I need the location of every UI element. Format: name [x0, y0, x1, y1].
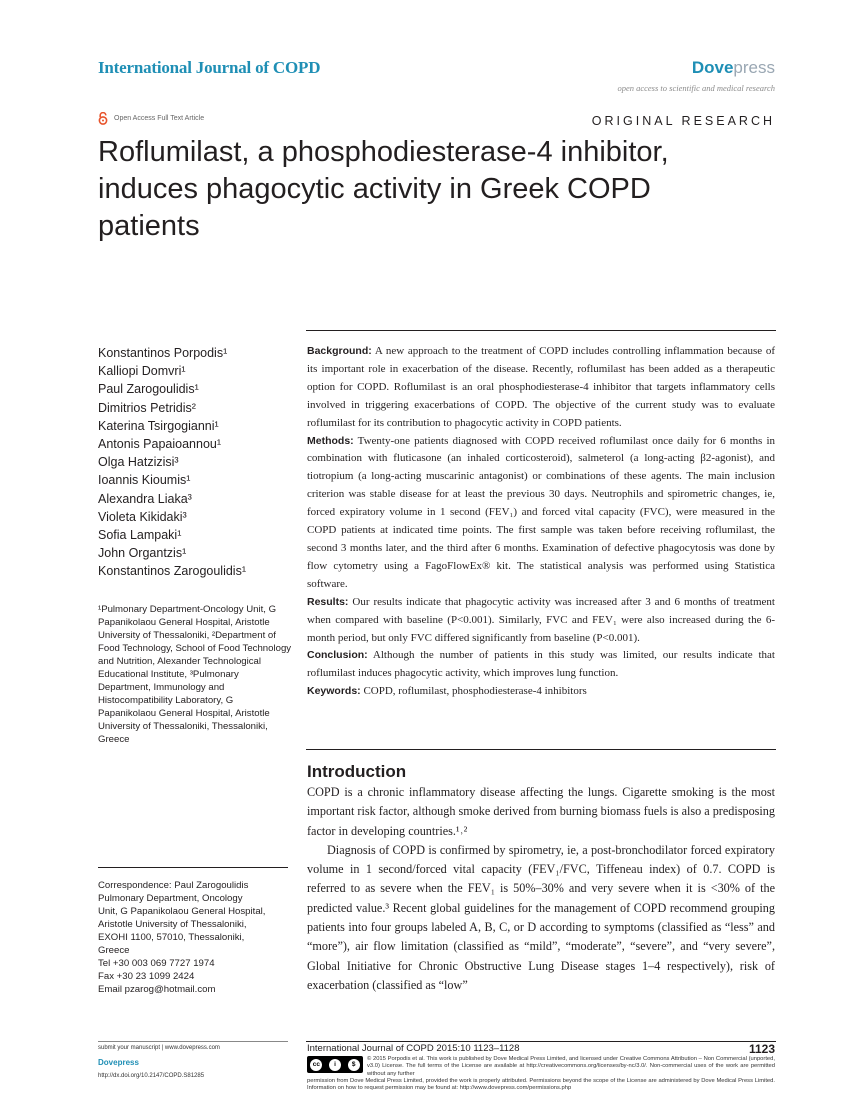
- footer-divider-left: [98, 1041, 288, 1042]
- journal-title: International Journal of COPD: [98, 58, 321, 77]
- abstract-results: [307, 594, 775, 648]
- license-text: © 2015 Porpodis et al. This work is published by Dove Medical Press Limited, and licensed under Creative Commons Attribution – Non Commercial (unported, v3.0) License. The full terms of the License are available at http://creativecommons.org/licenses/by-nc/3.0/. Non-commercial uses of the work are permitted without any further: [367, 1056, 775, 1077]
- license-text-continued: permission from Dove Medical Press Limited, provided the work is properly attributed. Permissions beyond the scope of the License are administered by Dove Medical Press Limited. Information on how to request permission may be found at: http://www.dovepress.com/permissions.php: [307, 1078, 775, 1092]
- brand-part2: press: [733, 58, 775, 77]
- correspondence-email[interactable]: Email pzarog@hotmail.com: [98, 984, 216, 995]
- intro-paragraph: COPD is a chronic inflammatory disease affecting the lungs. Cigarette smoking is the most important risk factor, although smoke derived from burning biomass fuels is also a predisposing factor in developing countries.¹˒²: [307, 785, 775, 838]
- publisher-logo[interactable]: [692, 58, 775, 78]
- nc-icon: $: [348, 1059, 360, 1071]
- correspondence-divider: [98, 867, 288, 868]
- submit-manuscript-link[interactable]: submit your manuscript | www.dovepress.com: [98, 1045, 220, 1051]
- doi-link[interactable]: http://dx.doi.org/10.2147/COPD.S81285: [98, 1073, 205, 1079]
- by-icon: i: [329, 1059, 341, 1071]
- correspondence-line: Aristotle University of Thessaloniki,: [98, 919, 247, 930]
- background-text: A new approach to the treatment of COPD includes controlling inflammation because of its important role in exacerbation of the disease. Recently, roflumilast has been added as a therapeutic option for COPD. Roflumilast is an oral phosphodiesterase-4 inhibitor that targets inflammatory cells involved in triggering exacerbations of COPD. The objective of the current study was to evaluate roflumilast for its contribution to phagocytic activity in COPD patients.: [307, 345, 775, 429]
- abstract-methods: [307, 433, 775, 594]
- abstract-background: [307, 343, 775, 433]
- conclusion-text: Although the number of patients in this study was limited, our results indicate that roflumilast induces phagocytic activity, which improves lung function.: [307, 649, 775, 680]
- results-label: Results:: [307, 595, 349, 608]
- keywords-label: Keywords:: [307, 685, 361, 698]
- open-access-lock-icon: [98, 112, 108, 125]
- page-number: 1123: [748, 1042, 775, 1056]
- abstract: [307, 343, 775, 701]
- correspondence-line: EXOHI 1100, 57010, Thessaloniki,: [98, 932, 245, 943]
- article-type: ORIGINAL RESEARCH: [591, 114, 775, 128]
- publisher-tagline: open access to scientific and medical research: [617, 83, 775, 93]
- background-label: Background:: [307, 345, 372, 357]
- footer-divider-right: [306, 1041, 776, 1042]
- conclusion-label: Conclusion:: [307, 649, 368, 662]
- author: Dimitrios Petridis²: [98, 400, 196, 415]
- paper-title: Roflumilast, a phosphodiesterase-4 inhibitor, induces phagocytic activity in Greek COPD patients: [98, 136, 669, 242]
- correspondence-line: Fax +30 23 1099 2424: [98, 971, 195, 982]
- cc-icon: cc: [310, 1059, 322, 1071]
- author: Olga Hatzizisi³: [98, 455, 179, 470]
- author: Antonis Papaioannou¹: [98, 437, 222, 452]
- correspondence-line: Unit, G Papanikolaou General Hospital,: [98, 906, 266, 917]
- footer-publisher-logo[interactable]: Dovepress: [98, 1058, 139, 1067]
- abstract-top-rule: [306, 330, 776, 331]
- author: Katerina Tsirgogianni¹: [98, 418, 219, 433]
- abstract-conclusion: [307, 647, 775, 683]
- methods-text: Twenty-one patients diagnosed with COPD received roflumilast once daily for 6 months in combination with fluticasone (an inhaled corticosteroid), salmeterol (a long-acting β2-agonist), and tiotropium (a long-acting muscarinic antagonist) or combinations of these agents. The main inclusion criterion was stable disease for at least the previous 30 days. Neutrophils and spirometric changes, ie, forced expiratory volume in 1 second (FEV₁) and forced vital capacity (FVC), were measured in the COPD patients at indicated time points. The first sample was taken before receiving roflumilast, the second 3 months later, and the third after 6 months. Examination of defective phagocytosis was done by flow cytometry using a FagoFlowEx® kit. The statistical analysis was performed using Statistica software.: [307, 434, 775, 590]
- open-access-badge: [98, 112, 204, 125]
- keywords-text: COPD, roflumilast, phosphodiesterase-4 inhibitors: [360, 685, 587, 698]
- correspondence-line: Greece: [98, 945, 130, 956]
- open-access-label: Open Access Full Text Article: [114, 115, 205, 122]
- journal-citation: International Journal of COPD 2015:10 1123–1128: [307, 1043, 520, 1054]
- author-list: [98, 344, 298, 581]
- affiliations: ¹Pulmonary Department-Oncology Unit, G Papanikolaou General Hospital, Aristotle University of Thessaloniki, ²Department of Food Technology, School of Food Technology and Nutrition, Alexander Technological Educational Institute, ³Pulmonary Department, Immunology and Histocompatibility Laboratory, G Papanikolaou General Hospital, Aristotle University of Thessaloniki, Thessaloniki, Greece: [98, 604, 292, 745]
- introduction-heading: Introduction: [307, 762, 407, 781]
- author: Konstantinos Zarogoulidis¹: [98, 564, 246, 579]
- methods-label: Methods:: [307, 434, 354, 447]
- author: Violeta Kikidaki³: [98, 509, 187, 524]
- author: Ioannis Kioumis¹: [98, 473, 191, 488]
- author: Kalliopi Domvri¹: [98, 364, 186, 379]
- author: John Organtzis¹: [98, 546, 187, 561]
- introduction-body: [307, 783, 775, 995]
- abstract-keywords: [307, 683, 775, 701]
- author: Paul Zarogoulidis¹: [98, 382, 199, 397]
- brand-part1: Dove: [691, 58, 734, 77]
- author: Alexandra Liaka³: [98, 491, 192, 506]
- creative-commons-badge[interactable]: [307, 1056, 363, 1073]
- results-text: Our results indicate that phagocytic activity was increased after 3 and 6 months of treatment when compared with baseline (P<0.001). Similarly, FVC and FEV₁ were also increased during the 6-month period, but only FVC differed significantly from baseline (P<0.001).: [307, 595, 775, 644]
- correspondence-line: Pulmonary Department, Oncology: [98, 893, 243, 904]
- intro-paragraph: Diagnosis of COPD is confirmed by spirometry, ie, a post-bronchodilator forced expiratory volume in 1 second/forced vital capacity (FEV₁/FVC, Tiffeneau index) of 0.7. COPD is referred to as severe when the FEV₁ is 50%–30% and very severe when it is <30% of the predicted value.³ Recent global guidelines for the management of COPD recommend grouping patients into four groups labeled A, B, C, or D according to symptoms (classified as “less” and “more”), air flow limitation (classified as “mild”, “moderate”, “severe”, and “very severe”, Global Initiative for Chronic Obstructive Lung Disease stages 1–4 respectively), risk of exacerbation (classified as “low”: [307, 842, 775, 992]
- author: Konstantinos Porpodis¹: [98, 346, 228, 360]
- correspondence-line: Correspondence: Paul Zarogoulidis: [98, 880, 249, 891]
- correspondence-line: Tel +30 003 069 7727 1974: [98, 958, 215, 969]
- abstract-bottom-rule: [306, 749, 776, 750]
- correspondence: [98, 879, 294, 996]
- author: Sofia Lampaki¹: [98, 528, 182, 543]
